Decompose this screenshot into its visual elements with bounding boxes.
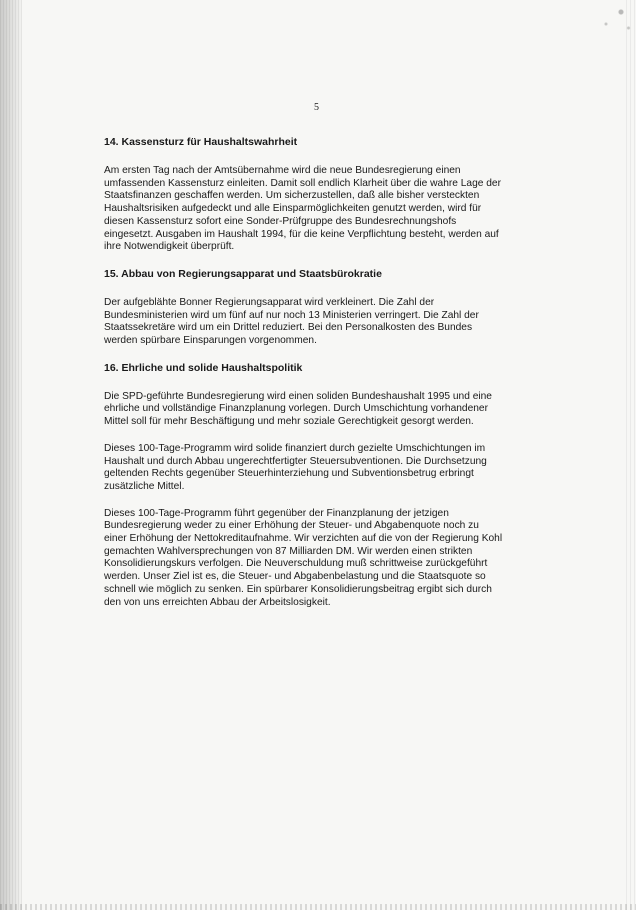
section-heading: 15. Abbau von Regierungsapparat und Staatsbürokratie — [104, 267, 382, 280]
paragraph: Die SPD-geführte Bundesregierung wird einen soliden Bundeshaushalt 1995 und eine ehrliche und vollständige Finanzplanung vorlegen. Durch Umschichtung vorhandener Mittel soll für mehr Beschäftigung und mehr soziale Gerechtigkeit gesorgt werden. — [104, 390, 492, 428]
scan-corner-specks — [586, 0, 636, 40]
document-body — [104, 136, 504, 623]
section-16 — [104, 362, 504, 610]
scan-edge-left — [0, 0, 22, 910]
paragraph: Dieses 100-Tage-Programm führt gegenüber der Finanzplanung der jetzigen Bundesregierung weder zu einer Erhöhung der Steuer- und Abgabenquote noch zu einer Erhöhung der Nettokreditaufnahme. Wir verzichten auf die von der Regierung Kohl gemachten Wahlversprechungen von 87 Milliarden DM. Wir werden einen strikten Konsolidierungskurs verfolgen. Die Neuverschuldung muß schrittweise zurückgeführt werden. Unser Ziel ist es, die Steuer- und Abgabenbelastung und die Staatsquote so schnell wie möglich zu senken. Ein spürbarer Konsolidierungsbeitrag ergibt sich durch den von uns erreichten Abbau der Arbeitslosigkeit. — [104, 507, 503, 608]
paragraph: Am ersten Tag nach der Amtsübernahme wird die neue Bundesregierung einen umfassenden Kassensturz einleiten. Damit soll endlich Klarheit über die wahre Lage der Staatsfinanzen geschaffen werden. Um sicherzustellen, daß alle bisher versteckten Haushaltsrisiken aufgedeckt und alle Einsparmöglichkeiten genutzt werden, wird für diesen Kassensturz sofort eine Sonder-Prüfgruppe des Bundesrechnungshofs eingesetzt. Ausgaben im Haushalt 1994, für die keine Verpflichtung besteht, werden auf ihre Notwendigkeit überprüft. — [104, 165, 501, 253]
section-heading: 16. Ehrliche und solide Haushaltspolitik — [104, 361, 303, 374]
section-heading: 14. Kassensturz für Haushaltswahrheit — [104, 136, 298, 148]
scan-edge-right — [626, 0, 636, 910]
paragraph: Dieses 100-Tage-Programm wird solide finanziert durch gezielte Umschichtungen im Haushalt und durch Abbau ungerechtfertigter Steuersubventionen. Die Durchsetzung geltenden Rechts gegenüber Steuerhinterziehung und Subventionsbetrug erbringt zusätzliche Mittel. — [104, 442, 487, 492]
page-number: 5 — [314, 102, 319, 113]
paragraph: Der aufgeblähte Bonner Regierungsapparat wird verkleinert. Die Zahl der Bundesministerien wird um fünf auf nur noch 13 Ministerien verringert. Die Zahl der Staatssekretäre wird um ein Drittel reduziert. Bei den Personalkosten des Bundes werden spürbare Einsparungen vorgenommen. — [104, 296, 479, 347]
section-15 — [104, 268, 504, 348]
section-14 — [104, 136, 504, 254]
scan-edge-bottom — [0, 904, 636, 910]
